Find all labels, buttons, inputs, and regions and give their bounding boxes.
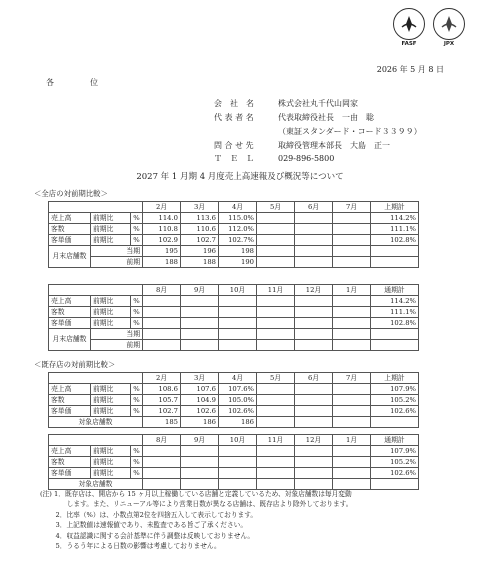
fasf-mark-icon (393, 8, 425, 40)
total-value: 107.9% (371, 384, 419, 395)
cell-value (219, 329, 257, 340)
row-sublabel: 前期比 (91, 468, 131, 479)
cell-value: 102.7% (219, 235, 257, 246)
representative-value: 代表取締役社長 一由 聡 (278, 113, 374, 122)
month-header: 5月 (257, 202, 295, 213)
cell-value: 102.6% (219, 406, 257, 417)
month-header: 3月 (181, 373, 219, 384)
cell-value (257, 235, 295, 246)
row-unit: % (131, 307, 143, 318)
cell-value (333, 235, 371, 246)
cell-value (219, 296, 257, 307)
month-header: 7月 (333, 373, 371, 384)
table-row (49, 417, 419, 428)
total-value (371, 246, 419, 257)
cell-value (181, 296, 219, 307)
cell-value (181, 479, 219, 490)
month-header: 8月 (143, 435, 181, 446)
cell-value (143, 457, 181, 468)
jpx-logo-label: JPX (443, 41, 455, 47)
table-row (49, 479, 419, 490)
row-label: 売上高 (49, 446, 91, 457)
row-label: 客単価 (49, 235, 91, 246)
cell-value (143, 296, 181, 307)
month-header: 1月 (333, 435, 371, 446)
table-header-row (49, 373, 419, 384)
fasf-logo-label: FASF (401, 41, 417, 47)
total-value: 102.8% (371, 318, 419, 329)
row-label: 客数 (49, 224, 91, 235)
cell-value (333, 468, 371, 479)
cell-value (333, 446, 371, 457)
cell-value: 188 (181, 257, 219, 268)
cell-value (333, 296, 371, 307)
total-value: 111.1% (371, 307, 419, 318)
footnote-line: 5．うるう年による日数の影響は考慮しておりません。 (40, 542, 221, 551)
cell-value: 196 (181, 246, 219, 257)
total-value: 107.9% (371, 446, 419, 457)
cell-value (333, 406, 371, 417)
table-row (49, 318, 419, 329)
row-unit: % (131, 235, 143, 246)
cell-value (143, 468, 181, 479)
cell-value: 186 (219, 417, 257, 428)
table-header-row (49, 285, 419, 296)
contact-value: 取締役管理本部長 大島 正一 (278, 141, 390, 150)
cell-value: 105.0% (219, 395, 257, 406)
row-unit: % (131, 457, 143, 468)
cell-value: 113.6 (181, 213, 219, 224)
row-sublabel: 前期比 (91, 224, 131, 235)
cell-value (257, 296, 295, 307)
row-label: 客数 (49, 395, 91, 406)
cell-value: 186 (181, 417, 219, 428)
cell-value (143, 340, 181, 351)
contact-row (214, 140, 390, 151)
table-row (49, 446, 419, 457)
row-unit: % (131, 224, 143, 235)
stock-code-value: （東証スタンダード・コード３３９９） (278, 127, 422, 136)
row-unit: % (131, 213, 143, 224)
cell-value (295, 417, 333, 428)
table-header-row (49, 202, 419, 213)
target-store-count-label: 対象店舗数 (49, 417, 143, 428)
row-sublabel: 前期比 (91, 235, 131, 246)
cell-value: 102.6 (181, 406, 219, 417)
section-all-stores: ＜全店の対前期比較＞ (34, 189, 108, 198)
cell-value (295, 446, 333, 457)
total-header: 通期計 (371, 285, 419, 296)
cell-value (143, 446, 181, 457)
total-header: 上期計 (371, 202, 419, 213)
row-label: 客単価 (49, 318, 91, 329)
company-value: 株式会社丸千代山岡家 (278, 99, 358, 108)
cell-value: 102.7 (143, 406, 181, 417)
cell-value (295, 246, 333, 257)
cell-value (257, 457, 295, 468)
total-value: 102.6% (371, 468, 419, 479)
cell-value: 102.9 (143, 235, 181, 246)
month-header: 2月 (143, 202, 181, 213)
footnotes (40, 489, 460, 551)
table-row (49, 235, 419, 246)
cell-value (333, 329, 371, 340)
month-header: 9月 (181, 435, 219, 446)
row-sublabel: 前期比 (91, 296, 131, 307)
month-header: 10月 (219, 285, 257, 296)
cell-value (181, 329, 219, 340)
cell-value (295, 235, 333, 246)
table-row (49, 213, 419, 224)
month-header: 12月 (295, 285, 333, 296)
cell-value: 190 (219, 257, 257, 268)
cell-value: 108.6 (143, 384, 181, 395)
footnote-line: (注) 1．既存店は、開店から 15 ヶ月以上稼働している店舗と定義しているため、対象店舗数は毎月変動 (40, 490, 352, 498)
total-value: 102.6% (371, 406, 419, 417)
certification-logos (392, 8, 466, 56)
cell-value: 105.7 (143, 395, 181, 406)
row-unit: % (131, 446, 143, 457)
contact-key: 問 合 せ 先 (214, 141, 254, 150)
total-value: 105.2% (371, 457, 419, 468)
cell-value (333, 307, 371, 318)
cell-value: 107.6 (181, 384, 219, 395)
row-sublabel: 前期 (91, 340, 143, 351)
cell-value (295, 213, 333, 224)
total-value: 111.1% (371, 224, 419, 235)
cell-value (143, 318, 181, 329)
month-header: 7月 (333, 202, 371, 213)
jpx-mark-icon (433, 8, 465, 40)
cell-value (257, 307, 295, 318)
row-sublabel: 前期比 (91, 457, 131, 468)
month-header: 6月 (295, 202, 333, 213)
addressee: 各 位 (46, 78, 112, 87)
row-unit: % (131, 468, 143, 479)
row-label: 客数 (49, 307, 91, 318)
row-unit: % (131, 384, 143, 395)
cell-value: 195 (143, 246, 181, 257)
cell-value: 115.0% (219, 213, 257, 224)
table-all-second-half (48, 284, 419, 351)
table-row (49, 406, 419, 417)
row-unit: % (131, 406, 143, 417)
store-count-label: 月末店舗数 (49, 246, 91, 268)
cell-value (295, 395, 333, 406)
cell-value (257, 340, 295, 351)
cell-value (333, 479, 371, 490)
total-value: 114.2% (371, 213, 419, 224)
cell-value (219, 318, 257, 329)
fasf-logo (392, 8, 426, 56)
cell-value: 114.0 (143, 213, 181, 224)
cell-value (295, 384, 333, 395)
footnote-line: します。また、リニューアル等により営業日数が異なる店舗は、既存店より除外しております。 (40, 500, 353, 509)
total-value: 105.2% (371, 395, 419, 406)
total-header: 通期計 (371, 435, 419, 446)
cell-value (295, 340, 333, 351)
cell-value (257, 329, 295, 340)
month-header: 12月 (295, 435, 333, 446)
target-store-count-label: 対象店舗数 (49, 479, 143, 490)
table-row (49, 329, 419, 340)
cell-value (333, 340, 371, 351)
cell-value (333, 318, 371, 329)
table-existing-first-half (48, 372, 419, 428)
table-row (49, 246, 419, 257)
cell-value (257, 213, 295, 224)
total-value (371, 340, 419, 351)
cell-value: 198 (219, 246, 257, 257)
document-title: 2027 年 1 月期 4 月度売上高速報及び概況等について (136, 172, 344, 182)
section-existing-stores: ＜既存店の対前期比較＞ (34, 360, 116, 369)
cell-value (257, 318, 295, 329)
cell-value (257, 384, 295, 395)
cell-value: 112.0% (219, 224, 257, 235)
tel-key: Ｔ Ｅ Ｌ (214, 154, 254, 163)
cell-value (295, 468, 333, 479)
cell-value (181, 446, 219, 457)
cell-value (257, 257, 295, 268)
representative-key: 代 表 者 名 (214, 113, 254, 122)
cell-value (257, 468, 295, 479)
cell-value (257, 246, 295, 257)
month-header: 6月 (295, 373, 333, 384)
cell-value: 107.6% (219, 384, 257, 395)
row-unit: % (131, 395, 143, 406)
row-sublabel: 前期比 (91, 406, 131, 417)
company-name-row (214, 98, 358, 109)
row-label: 客数 (49, 457, 91, 468)
cell-value: 110.6 (181, 224, 219, 235)
table-row (49, 296, 419, 307)
row-sublabel: 当期 (91, 329, 143, 340)
cell-value (219, 468, 257, 479)
cell-value (257, 406, 295, 417)
month-header: 9月 (181, 285, 219, 296)
cell-value (295, 307, 333, 318)
cell-value (333, 224, 371, 235)
month-header: 2月 (143, 373, 181, 384)
table-row (49, 468, 419, 479)
tel-row (214, 153, 334, 164)
row-sublabel: 当期 (91, 246, 143, 257)
cell-value (257, 446, 295, 457)
table-row (49, 224, 419, 235)
cell-value (219, 479, 257, 490)
cell-value (333, 257, 371, 268)
row-unit: % (131, 318, 143, 329)
footnote-line: 3．上記数値は速報値であり、未監査である旨ご了承ください。 (40, 521, 248, 530)
cell-value: 102.7 (181, 235, 219, 246)
row-sublabel: 前期比 (91, 446, 131, 457)
cell-value (143, 329, 181, 340)
cell-value (181, 340, 219, 351)
cell-value (295, 329, 333, 340)
row-unit: % (131, 296, 143, 307)
row-sublabel: 前期比 (91, 395, 131, 406)
cell-value (295, 318, 333, 329)
cell-value: 110.8 (143, 224, 181, 235)
cell-value (295, 257, 333, 268)
cell-value (333, 213, 371, 224)
cell-value (295, 457, 333, 468)
total-value (371, 329, 419, 340)
cell-value: 104.9 (181, 395, 219, 406)
total-value: 114.2% (371, 296, 419, 307)
stock-code-row (214, 126, 422, 137)
cell-value (333, 417, 371, 428)
row-label: 客単価 (49, 468, 91, 479)
month-header: 8月 (143, 285, 181, 296)
cell-value (219, 307, 257, 318)
cell-value (181, 457, 219, 468)
cell-value (257, 224, 295, 235)
cell-value (143, 307, 181, 318)
row-label: 売上高 (49, 213, 91, 224)
representative-row (214, 112, 374, 123)
footnote-line: 2．比率（%）は、小数点第2位を四捨五入して表示しております。 (40, 510, 258, 519)
cell-value (257, 479, 295, 490)
table-row (49, 384, 419, 395)
table-row (49, 395, 419, 406)
cell-value (181, 307, 219, 318)
row-label: 売上高 (49, 384, 91, 395)
cell-value (257, 395, 295, 406)
table-header-row (49, 435, 419, 446)
row-sublabel: 前期比 (91, 307, 131, 318)
table-existing-second-half (48, 434, 419, 490)
cell-value (333, 395, 371, 406)
cell-value (181, 468, 219, 479)
row-sublabel: 前期比 (91, 384, 131, 395)
cell-value (181, 318, 219, 329)
month-header: 1月 (333, 285, 371, 296)
footnote-line: 4．収益認識に関する会計基準に伴う調整は反映しておりません。 (40, 531, 255, 540)
row-sublabel: 前期比 (91, 318, 131, 329)
total-header: 上期計 (371, 373, 419, 384)
month-header: 10月 (219, 435, 257, 446)
row-label: 売上高 (49, 296, 91, 307)
cell-value (333, 384, 371, 395)
month-header: 11月 (257, 435, 295, 446)
table-row (49, 257, 419, 268)
table-row (49, 307, 419, 318)
cell-value (295, 406, 333, 417)
month-header: 4月 (219, 373, 257, 384)
month-header: 5月 (257, 373, 295, 384)
cell-value (333, 457, 371, 468)
cell-value (219, 457, 257, 468)
jpx-logo (432, 8, 466, 56)
cell-value (257, 417, 295, 428)
store-count-label: 月末店舗数 (49, 329, 91, 351)
table-row (49, 340, 419, 351)
row-sublabel: 前期比 (91, 213, 131, 224)
month-header: 3月 (181, 202, 219, 213)
cell-value: 185 (143, 417, 181, 428)
cell-value (219, 340, 257, 351)
total-value (371, 257, 419, 268)
table-all-first-half (48, 201, 419, 268)
table-row (49, 457, 419, 468)
tel-value: 029-896-5800 (278, 154, 335, 163)
row-label: 客単価 (49, 406, 91, 417)
cell-value (295, 296, 333, 307)
company-key: 会 社 名 (214, 99, 254, 108)
month-header: 11月 (257, 285, 295, 296)
total-value: 102.8% (371, 235, 419, 246)
cell-value: 188 (143, 257, 181, 268)
document-date: 2026 年 5 月 8 日 (376, 65, 444, 74)
cell-value (295, 224, 333, 235)
month-header: 4月 (219, 202, 257, 213)
cell-value (143, 479, 181, 490)
row-sublabel: 前期 (91, 257, 143, 268)
cell-value (333, 246, 371, 257)
cell-value (219, 446, 257, 457)
cell-value (295, 479, 333, 490)
